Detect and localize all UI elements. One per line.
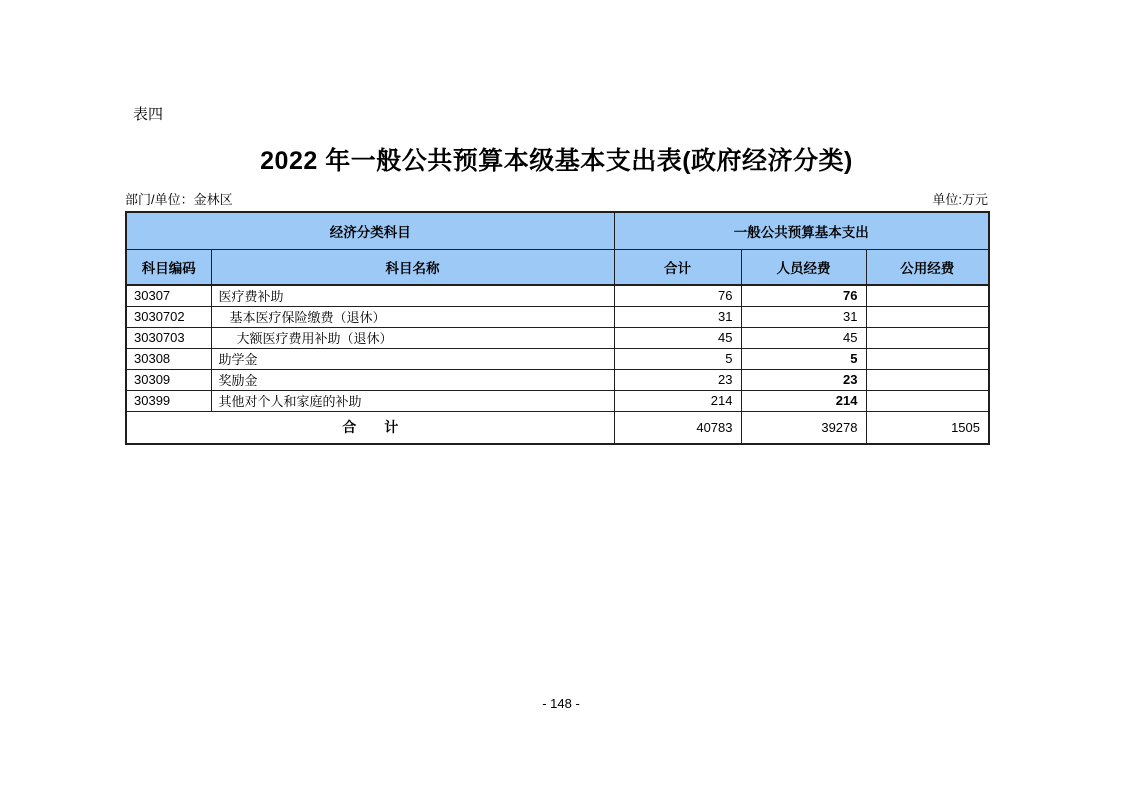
header-economic-classification: 经济分类科目 xyxy=(126,212,614,249)
cell-total: 45 xyxy=(614,327,741,348)
cell-total: 23 xyxy=(614,369,741,390)
table-row xyxy=(126,390,989,411)
cell-personnel-funds: 31 xyxy=(741,306,866,327)
cell-subject-code: 30309 xyxy=(126,369,211,390)
column-header-public-funds: 公用经费 xyxy=(866,249,989,285)
table-header-columns-row xyxy=(126,249,989,285)
column-header-total: 合计 xyxy=(614,249,741,285)
cell-subject-code: 30307 xyxy=(126,285,211,306)
cell-grand-total: 40783 xyxy=(614,411,741,444)
cell-public-funds xyxy=(866,369,989,390)
table-row xyxy=(126,285,989,306)
cell-subject-name: 奖励金 xyxy=(211,369,614,390)
cell-subject-code: 3030703 xyxy=(126,327,211,348)
table-meta-row xyxy=(125,189,988,208)
page-title: 2022 年一般公共预算本级基本支出表(政府经济分类) xyxy=(260,147,853,175)
cell-subject-name: 大额医疗费用补助（退休） xyxy=(211,327,614,348)
cell-subject-name: 医疗费补助 xyxy=(211,285,614,306)
cell-public-funds xyxy=(866,327,989,348)
cell-personnel-funds: 45 xyxy=(741,327,866,348)
table-total-row xyxy=(126,411,989,444)
cell-personnel-funds: 23 xyxy=(741,369,866,390)
cell-grand-total-personnel: 39278 xyxy=(741,411,866,444)
table-row xyxy=(126,306,989,327)
cell-subject-code: 30308 xyxy=(126,348,211,369)
cell-subject-name: 其他对个人和家庭的补助 xyxy=(211,390,614,411)
cell-subject-code: 30399 xyxy=(126,390,211,411)
cell-personnel-funds: 5 xyxy=(741,348,866,369)
page-number: - 148 - xyxy=(542,696,580,711)
cell-subject-name: 基本医疗保险缴费（退休） xyxy=(211,306,614,327)
cell-personnel-funds: 76 xyxy=(741,285,866,306)
table-row xyxy=(126,348,989,369)
cell-public-funds xyxy=(866,348,989,369)
column-header-subject-name: 科目名称 xyxy=(211,249,614,285)
table-number-label: 表四 xyxy=(133,106,164,123)
cell-grand-total-label: 合 计 xyxy=(126,411,614,444)
cell-public-funds xyxy=(866,285,989,306)
header-general-budget-basic-expenditure: 一般公共预算基本支出 xyxy=(614,212,989,249)
cell-subject-name: 助学金 xyxy=(211,348,614,369)
column-header-subject-code: 科目编码 xyxy=(126,249,211,285)
department-unit-label: 部门/单位：金林区 xyxy=(125,192,233,207)
cell-grand-total-public: 1505 xyxy=(866,411,989,444)
table-row xyxy=(126,369,989,390)
cell-total: 214 xyxy=(614,390,741,411)
cell-total: 76 xyxy=(614,285,741,306)
cell-public-funds xyxy=(866,306,989,327)
table-header-group-row xyxy=(126,212,989,249)
column-header-personnel-funds: 人员经费 xyxy=(741,249,866,285)
cell-subject-code: 3030702 xyxy=(126,306,211,327)
cell-personnel-funds: 214 xyxy=(741,390,866,411)
cell-public-funds xyxy=(866,390,989,411)
table-row xyxy=(126,327,989,348)
currency-unit-label: 单位:万元 xyxy=(932,192,988,207)
budget-table xyxy=(125,211,990,445)
cell-total: 31 xyxy=(614,306,741,327)
cell-total: 5 xyxy=(614,348,741,369)
